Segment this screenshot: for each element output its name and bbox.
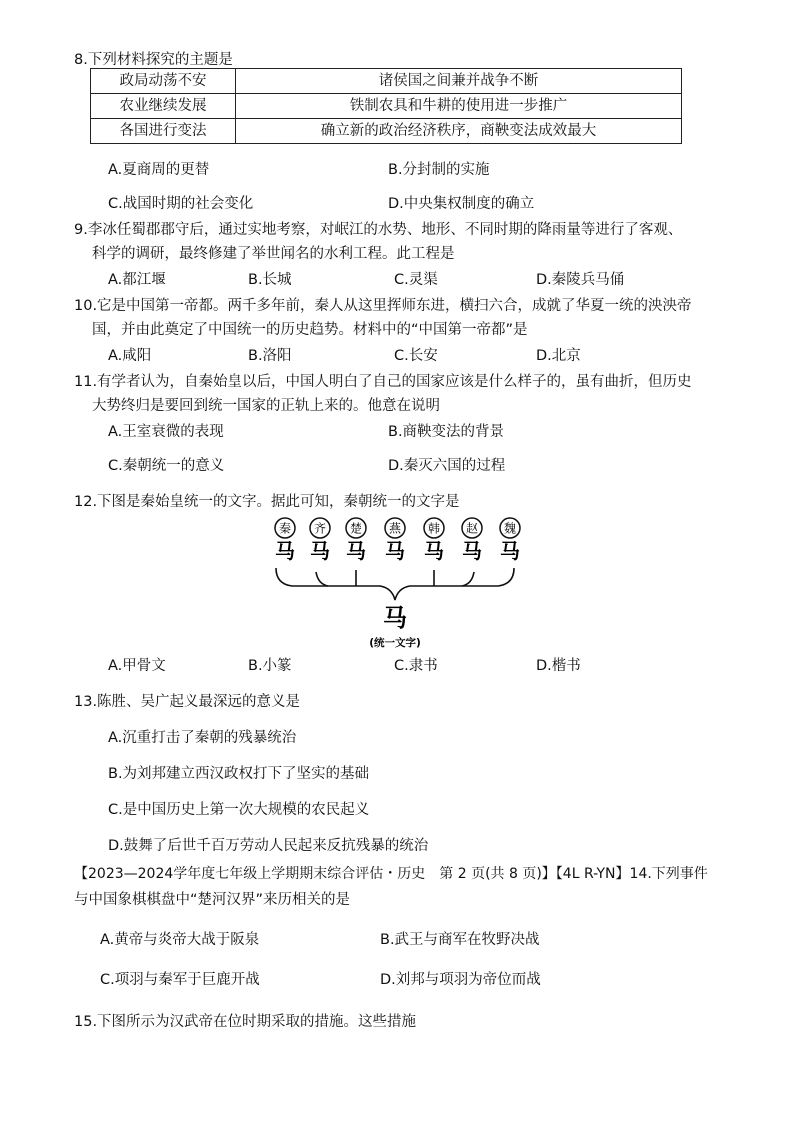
q14-stem-line2: 与中国象棋棋盘中“楚河汉界”来历相关的是 [74,892,351,908]
q14-option-c[interactable]: C.项羽与秦军于巨鹿开战 [100,972,260,988]
state-name-han: 韩 [427,521,441,536]
q10-option-d[interactable]: D.北京 [536,348,581,364]
table-cell: 确立新的政治经济秩序，商鞅变法成效最大 [236,119,682,144]
q11-option-c[interactable]: C.秦朝统一的意义 [108,458,225,474]
q11-option-d[interactable]: D.秦灭六国的过程 [388,458,506,474]
q14-option-a[interactable]: A.黄帝与炎帝大战于阪泉 [100,932,260,948]
q11-option-b[interactable]: B.商鞅变法的背景 [388,424,505,440]
q9-stem-line2: 科学的调研，最终修建了举世闻名的水利工程。此工程是 [92,246,455,262]
q12-option-d[interactable]: D.楷书 [536,658,581,674]
page-footer [74,864,708,884]
state-name-qi: 齐 [313,521,327,536]
q14-stem-line1: 14.下列事件 [629,866,708,882]
q12-stem: 12.下图是秦始皇统一的文字。据此可知，秦朝统一的文字是 [74,494,460,510]
q8-option-c[interactable]: C.战国时期的社会变化 [108,196,254,212]
glyph-zhao: 马 [462,539,482,563]
state-seal-yan [385,518,405,538]
q12-option-c[interactable]: C.隶书 [394,658,438,674]
q13-option-c[interactable]: C.是中国历史上第一次大规模的农民起义 [108,802,370,818]
state-seal-zhao [462,518,482,538]
state-name-chu: 楚 [349,521,363,536]
table-cell: 铁制农具和牛耕的使用进一步推广 [236,94,682,119]
state-seal-chu [346,518,366,538]
state-name-qin: 秦 [278,521,292,536]
unified-glyph: 马 [383,604,407,632]
state-name-yan: 燕 [388,521,402,536]
q13-option-d[interactable]: D.鼓舞了后世千百万劳动人民起来反抗残暴的统治 [108,838,429,854]
table-cell: 政局动荡不安 [91,69,236,94]
glyph-han: 马 [424,539,444,563]
glyph-qi: 马 [310,539,330,563]
footer-text: 【2023—2024学年度七年级上学期期末综合评估・历史 第 2 页(共 8 页)】【4L R-YN】 [74,866,630,882]
state-seal-qin [275,518,295,538]
q11-stem-line2: 大势终归是要回到统一国家的正轨上来的。他意在说明 [92,398,440,414]
glyph-qin: 马 [275,539,295,563]
convergence-brace [276,568,514,600]
q13-option-b[interactable]: B.为刘邦建立西汉政权打下了坚实的基础 [108,766,370,782]
table-cell: 诸侯国之间兼并战争不断 [236,69,682,94]
state-seals [275,518,520,538]
q13-stem: 13.陈胜、吴广起义最深远的意义是 [74,694,301,710]
q8-table [90,68,682,144]
table-row [91,94,682,119]
q11-stem-line1: 11.有学者认为，自秦始皇以后，中国人明白了自己的国家应该是什么样子的，虽有曲折，但历史 [74,374,692,390]
state-name-zhao: 赵 [465,521,479,536]
glyph-yan: 马 [385,539,405,563]
q9-option-b[interactable]: B.长城 [248,272,292,288]
glyph-wei: 马 [500,539,520,563]
table-cell: 农业继续发展 [91,94,236,119]
q10-option-a[interactable]: A.咸阳 [108,348,152,364]
q14-option-d[interactable]: D.刘邦与项羽为帝位而战 [380,972,541,988]
q9-stem-line1: 9.李冰任蜀郡郡守后，通过实地考察，对岷江的水势、地形、不同时期的降雨量等进行了客观、 [74,222,683,238]
q9-option-a[interactable]: A.都江堰 [108,272,166,288]
unified-script-diagram [262,514,524,654]
unified-caption: (统一文字) [369,637,421,649]
unified-script-figure [262,514,524,654]
q9-option-c[interactable]: C.灵渠 [394,272,438,288]
state-seal-han [424,518,444,538]
table-row [91,69,682,94]
state-name-wei: 魏 [503,521,517,536]
q10-option-c[interactable]: C.长安 [394,348,438,364]
glyph-chu: 马 [346,539,366,563]
q8-option-a[interactable]: A.夏商周的更替 [108,162,210,178]
q11-option-a[interactable]: A.王室衰微的表现 [108,424,224,440]
q9-option-d[interactable]: D.秦陵兵马俑 [536,272,625,288]
table-cell: 各国进行变法 [91,119,236,144]
q15-stem: 15.下图所示为汉武帝在位时期采取的措施。这些措施 [74,1014,417,1030]
table-row [91,119,682,144]
q14-option-b[interactable]: B.武王与商军在牧野决战 [380,932,540,948]
q10-stem-line2: 国，并由此奠定了中国统一的历史趋势。材料中的“中国第一帝都”是 [92,322,528,338]
state-seal-qi [310,518,330,538]
q10-stem-line1: 10.它是中国第一帝都。两千多年前，秦人从这里挥师东进，横扫六合，成就了华夏一统的泱泱帝 [74,298,692,314]
q8-stem: 8.下列材料探究的主题是 [74,52,233,68]
q8-option-d[interactable]: D.中央集权制度的确立 [388,196,535,212]
state-seal-wei [500,518,520,538]
q10-option-b[interactable]: B.洛阳 [248,348,292,364]
q8-option-b[interactable]: B.分封制的实施 [388,162,490,178]
q12-option-b[interactable]: B.小篆 [248,658,292,674]
q13-option-a[interactable]: A.沉重打击了秦朝的残暴统治 [108,730,297,746]
q12-option-a[interactable]: A.甲骨文 [108,658,166,674]
state-glyphs [275,539,520,563]
